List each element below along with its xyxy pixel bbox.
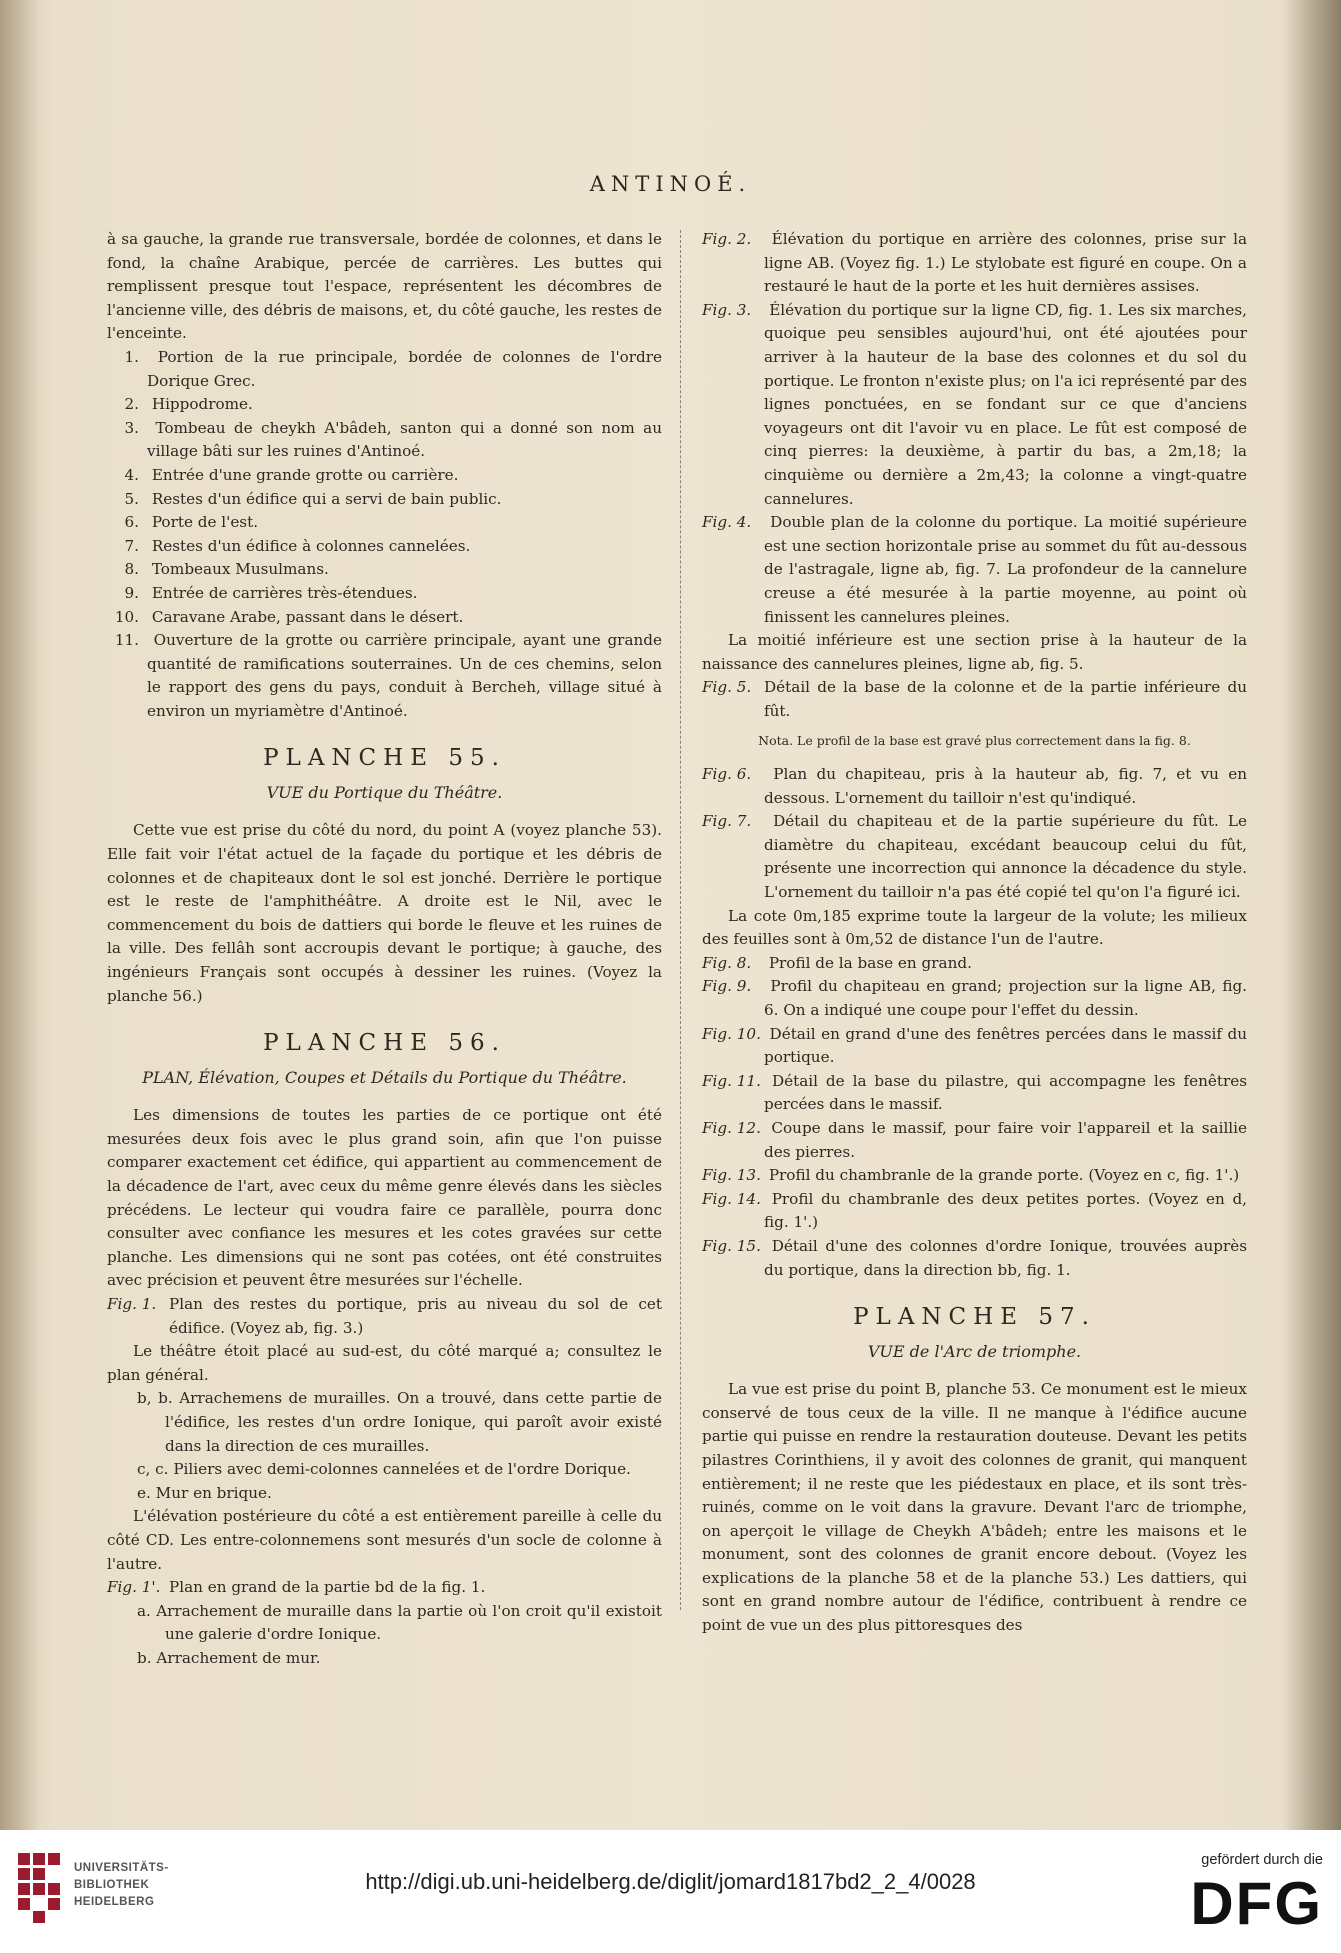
- figure-entry-number: Fig. 15.: [702, 1236, 761, 1255]
- left-column: [107, 228, 662, 1670]
- plate-57-heading: PLANCHE 57.: [853, 1304, 1096, 1331]
- letter-item-text: Arrachement de mur.: [156, 1648, 321, 1667]
- figure-entry-number: Fig. 13.: [702, 1166, 761, 1185]
- figure-entry: [702, 952, 1247, 976]
- letter-item-text: Piliers avec demi-colonnes cannelées et de l'ordre Dorique.: [173, 1460, 631, 1479]
- figure-entry-text: Profil du chapiteau en grand; projection sur la ligne AB, fig. 6. On a indiqué une coupe pour l'effet du dessin.: [764, 977, 1248, 1019]
- figure-number: Fig. 5.: [702, 678, 752, 697]
- plate-55-heading: PLANCHE 55.: [263, 745, 506, 772]
- numbered-list: [107, 346, 662, 724]
- funding-caption: gefördert durch die: [1201, 1852, 1323, 1868]
- letter-item-text: Arrachement de muraille dans la partie où l'on croit qu'il existoit une galerie d'ordre Ionique.: [156, 1601, 662, 1644]
- half-paragraph: La moitié inférieure est une section prise à la hauteur de la naissance des cannelures pleines, ligne ab, fig. 5.: [702, 631, 1247, 673]
- figure-entry-number: Fig. 4.: [702, 513, 752, 532]
- figure-entry-number: Fig. 7.: [702, 812, 752, 831]
- figure-entry-text: Profil de la base en grand.: [768, 953, 972, 972]
- plate-56-text: Les dimensions de toutes les parties de ce portique ont été mesurées deux fois avec le plus grand soin, afin que l'on puisse comparer exactement cet édifice, qui appartient au commencement de la décadence de l'art, avec ceux du même genre élevés dans les siècles précédens. Le lecteur qui voudra faire ce parallèle, pourra donc consulter avec confiance les mesures et les cotes gravées sur cette planche. Les dimensions qui ne sont pas cotées, ont été construites avec précision et peuvent être mesurées sur l'échelle.: [107, 1106, 662, 1290]
- figure-text: Plan des restes du portique, pris au niveau du sol de cet édifice. (Voyez ab, fig. 3.): [169, 1294, 662, 1337]
- list-item-number: 2.: [124, 395, 139, 414]
- list-item-number: 4.: [124, 465, 139, 484]
- letter-item-number: b, b.: [137, 1389, 173, 1408]
- figure-entry: [107, 1576, 662, 1600]
- figure-entry: [702, 676, 1247, 723]
- list-item: [107, 535, 662, 559]
- letter-item-number: c, c.: [137, 1460, 169, 1479]
- library-name-line: UNIVERSITÄTS-: [74, 1862, 169, 1874]
- figure-list: [702, 952, 1247, 1282]
- letter-list: [107, 1600, 662, 1671]
- list-item-number: 8.: [124, 560, 139, 579]
- figure-entry: [702, 763, 1247, 810]
- elevation-paragraph: L'élévation postérieure du côté a est entièrement pareille à celle du côté CD. Les entre-colonnemens sont mesurés d'un socle de colonne à l'autre.: [107, 1507, 662, 1573]
- letter-item-number: b.: [137, 1648, 152, 1667]
- list-item: [107, 488, 662, 512]
- figure-entry-text: Détail de la base du pilastre, qui accompagne les fenêtres percées dans le massif.: [764, 1071, 1248, 1114]
- figure-entry: [702, 1235, 1247, 1282]
- figure-entry-text: Détail du chapiteau et de la partie supérieure du fût. Le diamètre du chapiteau, excédant beaucoup celui du fût, présente une incorrection qui annonce la décadence du style. L'ornement du tailloir n'a pas été copié tel qu'on l'a figuré ici.: [764, 812, 1248, 902]
- figure-entry: [702, 228, 1247, 299]
- list-item-text: Restes d'un édifice à colonnes cannelées.: [151, 536, 471, 555]
- list-item-text: Ouverture de la grotte ou carrière principale, ayant une grande quantité de ramifications souterraines. Un de ces chemins, selon le rapport des gens du pays, conduit à Bercheh, village situé à environ un myriamètre d'Antinoé.: [147, 631, 662, 720]
- list-item-number: 9.: [124, 583, 139, 602]
- figure-number: Fig. 1'.: [107, 1578, 161, 1597]
- figure-entry-text: Double plan de la colonne du portique. La moitié supérieure est une section horizontale prise au sommet du fût au-dessous de l'astragale, ligne ab, fig. 7. La profondeur de la cannelure creuse a été mesurée à la partie moyenne, au point où finissent les cannelures pleines.: [764, 513, 1248, 626]
- list-item-text: Hippodrome.: [151, 395, 253, 414]
- list-item-text: Restes d'un édifice qui a servi de bain public.: [151, 489, 502, 508]
- plate-56-subtitle: PLAN, Élévation, Coupes et Détails du Portique du Théâtre.: [142, 1068, 627, 1088]
- figure-list: [702, 763, 1247, 905]
- list-item: [107, 393, 662, 417]
- list-item: [107, 511, 662, 535]
- page-edge-shadow-right: [1281, 0, 1341, 1830]
- list-item-number: 5.: [124, 489, 139, 508]
- figure-entry: [702, 1070, 1247, 1117]
- nota-note: Nota. Le profil de la base est gravé plus correctement dans la fig. 8.: [758, 733, 1191, 749]
- theatre-paragraph: Le théâtre étoit placé au sud-est, du côté marqué a; consultez le plan général.: [107, 1342, 662, 1384]
- figure-entry-text: Coupe dans le massif, pour faire voir l'appareil et la saillie des pierres.: [764, 1118, 1248, 1161]
- figure-entry-text: Détail d'une des colonnes d'ordre Ionique, trouvées auprès du portique, dans la direction bb, fig. 1.: [764, 1236, 1248, 1279]
- plate-57-text: La vue est prise du point B, planche 53. Ce monument est le mieux conservé de tous ceux de la ville. Il ne manque à l'édifice aucune partie qui puisse en rendre la restauration douteuse. Devant les petits pilastres Corinthiens, il y avoit des colonnes de granit, qui manquent entièrement; il ne reste que les piédestaux en place, et ils sont très-ruinés, comme on le voit dans la gravure. Devant l'arc de triomphe, on aperçoit le village de Cheykh A'bâdeh; entre les maisons et le monument, sont des colonnes de granit encore debout. (Voyez les explications de la planche 58 et de la planche 53.) Les dattiers, qui sont en grand nombre autour de l'édifice, contribuent à rendre ce point de vue un des plus pittoresques des: [702, 1380, 1247, 1635]
- figure-list: [702, 228, 1247, 629]
- figure-entry-number: Fig. 8.: [702, 953, 752, 972]
- figure-entry-number: Fig. 12.: [702, 1118, 761, 1137]
- figure-entry-number: Fig. 2.: [702, 230, 752, 248]
- list-item: [107, 606, 662, 630]
- figure-entry-text: Profil du chambranle de la grande porte. (Voyez en c, fig. 1'.): [768, 1166, 1240, 1185]
- list-item: [107, 558, 662, 582]
- figure-entry: [702, 1188, 1247, 1235]
- library-name-line: HEIDELBERG: [74, 1896, 155, 1908]
- figure-entry-text: Plan du chapiteau, pris à la hauteur ab, fig. 7, et vu en dessous. L'ornement du tailloir n'est qu'indiqué.: [764, 765, 1248, 807]
- column-divider: [680, 230, 681, 1610]
- list-item: [107, 464, 662, 488]
- figure-entry: [702, 1117, 1247, 1164]
- list-item: [107, 417, 662, 464]
- library-name-line: BIBLIOTHEK: [74, 1879, 150, 1891]
- figure-entry-number: Fig. 9.: [702, 977, 752, 996]
- figure-entry: [702, 511, 1247, 629]
- letter-item: [107, 1458, 662, 1482]
- list-item: [107, 629, 662, 723]
- running-head: ANTINOÉ.: [589, 172, 752, 196]
- letter-item: [107, 1387, 662, 1458]
- figure-entry-number: Fig. 10.: [702, 1024, 761, 1043]
- figure-entry: [702, 975, 1247, 1022]
- list-item-text: Entrée de carrières très-étendues.: [151, 583, 418, 602]
- figure-entry-number: Fig. 11.: [702, 1071, 761, 1090]
- plate-55-subtitle: VUE du Portique du Théâtre.: [266, 783, 503, 803]
- list-item-number: 10.: [114, 607, 139, 626]
- figure-entry: [107, 1293, 662, 1340]
- list-item-text: Tombeau de cheykh A'bâdeh, santon qui a donné son nom au village bâti sur les ruines d'Antinoé.: [147, 418, 662, 461]
- permalink-url[interactable]: http://digi.ub.uni-heidelberg.de/diglit/jomard1817bd2_2_4/0028: [365, 1869, 976, 1894]
- letter-item: [107, 1482, 662, 1506]
- page-edge-shadow-left: [0, 0, 40, 1830]
- plate-57-subtitle: VUE de l'Arc de triomphe.: [867, 1342, 1082, 1362]
- list-item: [107, 346, 662, 393]
- list-item-text: Portion de la rue principale, bordée de colonnes de l'ordre Dorique Grec.: [147, 347, 663, 390]
- letter-item-number: e.: [137, 1483, 151, 1502]
- letter-item-text: Arrachemens de murailles. On a trouvé, dans cette partie de l'édifice, les restes d'un ordre Ionique, qui paroît avoir existé dans la direction de ces murailles.: [165, 1389, 662, 1455]
- figure-entry-text: Détail en grand d'une des fenêtres percées dans le massif du portique.: [764, 1024, 1248, 1067]
- figure-entry-text: Élévation du portique en arrière des colonnes, prise sur la ligne AB. (Voyez fig. 1.) Le stylobate est figuré en coupe. On a restauré le haut de la porte et les huit dernières assises.: [764, 230, 1247, 296]
- dfg-logo[interactable]: DFG: [1190, 1870, 1323, 1937]
- letter-item: [107, 1600, 662, 1647]
- list-item-text: Caravane Arabe, passant dans le désert.: [151, 607, 464, 626]
- figure-entry-text: Élévation du portique sur la ligne CD, fig. 1. Les six marches, quoique peu sensibles aujourd'hui, ont été ajoutées pour arriver à la hauteur de la base des colonnes et du sol du portique. Le fronton n'existe plus; on l'a ici représenté par des lignes ponctuées, en se fondant sur ce que d'anciens voyageurs ont dit l'avoir vu en place. Le fût est composé de cinq pierres: la deuxième, à partir du bas, a 2m,18; la cinquième ou dernière a 2m,43; la colonne a vingt-quatre cannelures.: [764, 300, 1247, 508]
- plate-56-heading: PLANCHE 56.: [263, 1030, 506, 1057]
- figure-number: Fig. 1.: [107, 1294, 157, 1313]
- figure-entry: [702, 810, 1247, 904]
- figure-text: Plan en grand de la partie bd de la fig. 1.: [169, 1578, 486, 1597]
- list-item-text: Tombeaux Musulmans.: [151, 560, 329, 579]
- right-column: [702, 228, 1247, 1638]
- list-item-number: 6.: [124, 513, 139, 532]
- list-item-number: 7.: [124, 536, 139, 555]
- letter-item-number: a.: [137, 1601, 151, 1620]
- list-item-number: 3.: [124, 418, 139, 437]
- list-item-number: 11.: [114, 631, 139, 650]
- figure-entry: [702, 1164, 1247, 1188]
- letter-item-text: Mur en brique.: [155, 1483, 272, 1502]
- list-item-text: Entrée d'une grande grotte ou carrière.: [151, 465, 459, 484]
- figure-entry: [702, 1023, 1247, 1070]
- list-item-number: 1.: [124, 347, 139, 366]
- figure-entry-number: Fig. 14.: [702, 1189, 761, 1208]
- cote-paragraph: La cote 0m,185 exprime toute la largeur de la volute; les milieux des feuilles sont à 0m,52 de distance l'un de l'autre.: [702, 906, 1247, 949]
- list-item: [107, 582, 662, 606]
- letter-list: [107, 1387, 662, 1505]
- figure-entry-number: Fig. 6.: [702, 765, 752, 784]
- intro-paragraph: à sa gauche, la grande rue transversale, bordée de colonnes, et dans le fond, la chaîne Arabique, percée de carrières. Les buttes qui remplissent presque tout l'espace, représentent les décombres de l'ancienne ville, des débris de maisons, et, du côté gauche, les restes de l'enceinte.: [107, 230, 662, 343]
- figure-entry-text: Profil du chambranle des deux petites portes. (Voyez en d, fig. 1'.): [764, 1189, 1247, 1232]
- letter-item: [107, 1647, 662, 1671]
- figure-entry-number: Fig. 3.: [702, 300, 752, 319]
- figure-text: Détail de la base de la colonne et de la partie inférieure du fût.: [764, 678, 1247, 720]
- list-item-text: Porte de l'est.: [151, 513, 259, 532]
- plate-55-text: Cette vue est prise du côté du nord, du point A (voyez planche 53). Elle fait voir l'état actuel de la façade du portique et les débris de colonnes et de chapiteaux dont le sol est jonché. Derrière le portique est le reste de l'amphithéâtre. A droite est le Nil, avec le commencement du bois de dattiers qui borde le fleuve et les ruines de la ville. Des fellâh sont accroupis devant le portique; à gauche, des ingénieurs Français sont occupés à dessiner les ruines. (Voyez la planche 56.): [107, 821, 662, 1005]
- figure-entry: [702, 299, 1247, 511]
